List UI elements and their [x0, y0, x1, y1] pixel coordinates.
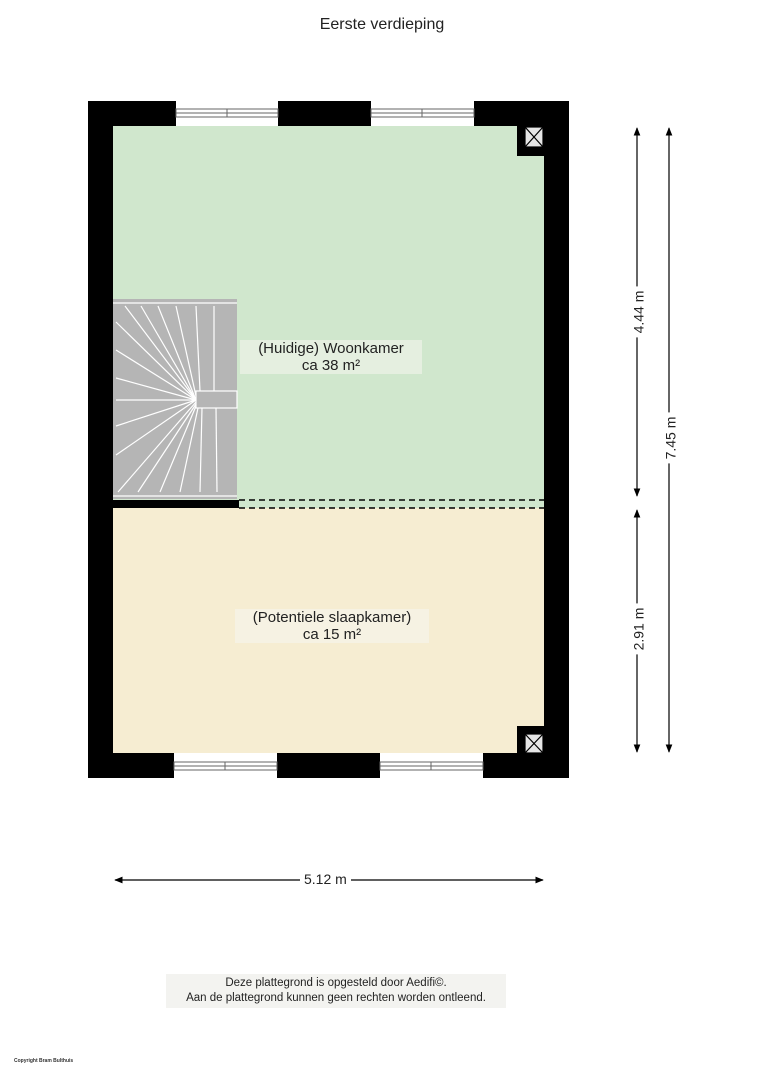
bedroom-name: (Potentiele slaapkamer) [252, 609, 412, 626]
bedroom-area-text: ca 15 m² [302, 626, 362, 643]
disclaimer [166, 974, 506, 1008]
floor-title: Eerste verdieping [319, 16, 445, 33]
dimension-depth-living: 4.44 m [630, 287, 646, 338]
living-room-area-text: ca 38 m² [301, 357, 361, 374]
disclaimer-line-2: Aan de plattegrond kunnen geen rechten worden ontleend. [186, 992, 486, 1004]
bedroom-label [235, 609, 429, 643]
shaft-bottom [525, 734, 543, 753]
dimension-width: 5.12 m [300, 871, 351, 887]
copyright-text: Copyright Bram Bulthuis [14, 1058, 74, 1064]
shaft-top [525, 127, 543, 147]
living-room-label [240, 340, 422, 374]
living-room-name: (Huidige) Woonkamer [258, 340, 404, 357]
disclaimer-line-1: Deze plattegrond is opgesteld door Aedifi©. [225, 977, 447, 989]
staircase [113, 299, 237, 499]
partition-wall [113, 500, 239, 508]
dimension-depth-bedroom: 2.91 m [630, 604, 646, 655]
dimension-depth-total: 7.45 m [662, 413, 678, 464]
